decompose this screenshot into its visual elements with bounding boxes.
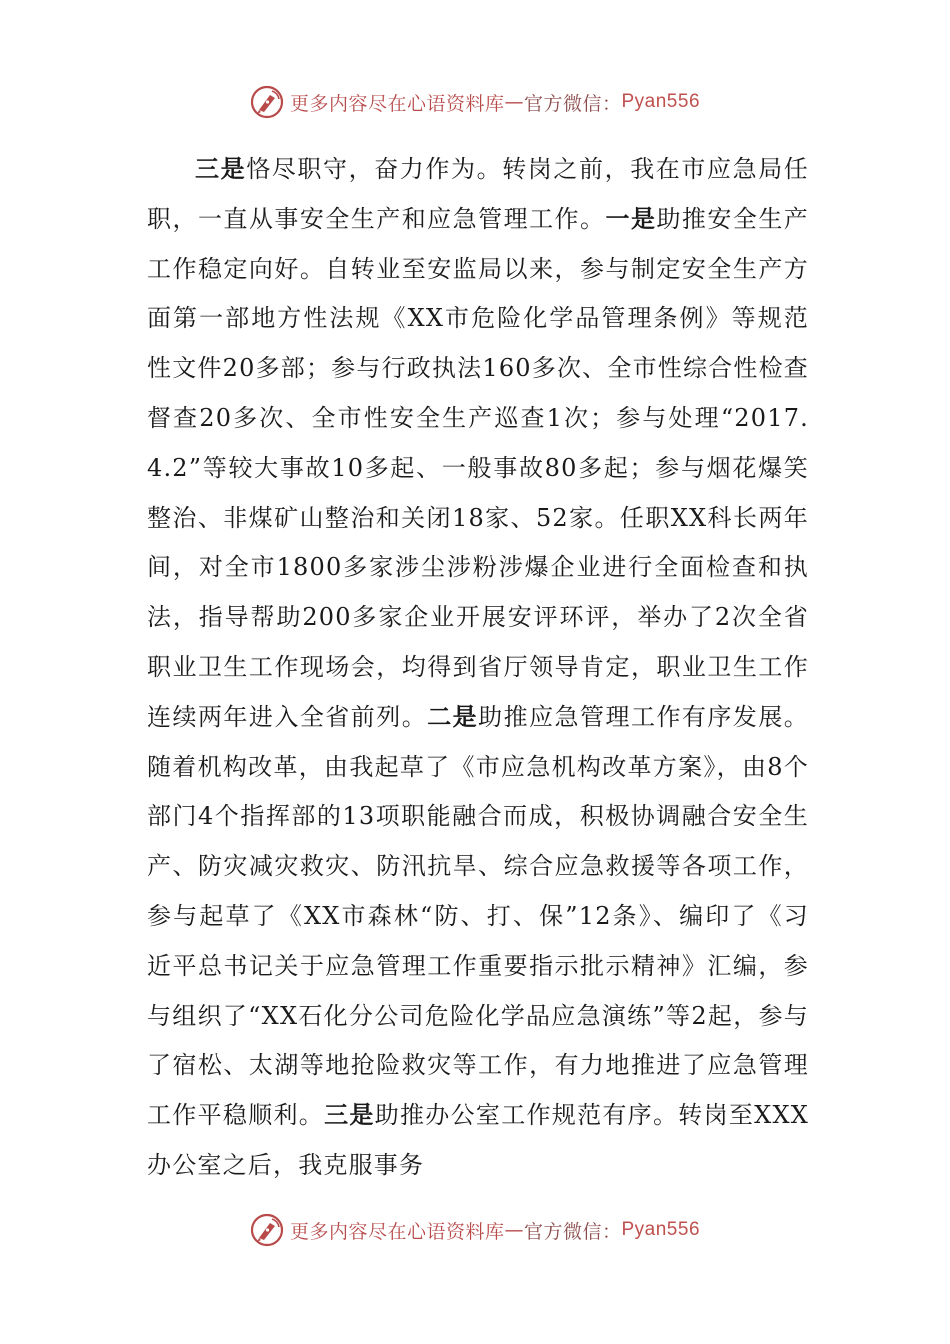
point-marker-three: 三是 — [195, 155, 247, 183]
body-text-intro: 恪尽职守，奋力作为。转岗之前，我在市应急局任职，一直从事安全生产和应急管理工作。 — [147, 155, 809, 233]
banner-wechat-id: Pyan556 — [621, 91, 701, 112]
body-text-safety-production: 助推安全生产工作稳定向好。自转业至安监局以来，参与制定安全生产方面第一部地方性法规《XX市危险化学品管理条例》等规范性文件20多部；参与行政执法160多次、全市性综合性检查督查20多次、全市性安全生产巡查1次；参与处理“2017.4.2”等较大事故10多起、一般事故80多起；参与烟花爆笑整治、非煤矿山整治和关闭18家、52家。任职XX科长两年间，对全市1800多家涉尘涉粉涉爆企业进行全面检查和执法，指导帮助200多家企业开展安评环评，举办了2次全省职业卫生工作现场会，均得到省厅领导肯定，职业卫生工作连续两年进入全省前列。 — [147, 204, 809, 731]
body-text-emergency-management: 助推应急管理工作有序发展。随着机构改革，由我起草了《市应急机构改革方案》，由8个部门4个指挥部的13项职能融合而成，积极协调融合安全生产、防灾减灾救灾、防汛抗旱、综合应急救援等各项工作，参与起草了《XX市森林“防、打、保”12条》、编印了《习近平总书记关于应急管理工作重要指示批示精神》汇编，参与组织了“XX石化分公司危险化学品应急演练”等2起，参与了宿松、太湖等地抢险救灾等工作，有力地推进了应急管理工作平稳顺利。 — [147, 702, 809, 1130]
footer-watermark-banner — [0, 1210, 950, 1250]
banner-wechat-label: 官方微信： — [523, 1220, 622, 1243]
banner-separator: — — [504, 91, 524, 113]
banner-library-text: 更多内容尽在心语资料库 — [289, 1220, 505, 1243]
body-text-office-work: 助推办公室工作规范有序。转岗至XXX办公室之后，我克服事务 — [147, 1101, 810, 1179]
pen-nib-logo-icon — [250, 85, 284, 119]
banner-library-text: 更多内容尽在心语资料库 — [289, 92, 505, 115]
body-paragraph — [147, 145, 809, 1191]
banner-wechat-id: Pyan556 — [621, 1219, 701, 1240]
point-marker-three-sub: 三是 — [324, 1101, 375, 1130]
point-marker-two: 二是 — [427, 702, 479, 731]
pen-nib-logo-icon — [250, 1213, 284, 1247]
point-marker-one: 一是 — [605, 204, 657, 233]
document-body — [147, 145, 809, 1191]
banner-separator: — — [504, 1219, 524, 1241]
banner-wechat-label: 官方微信： — [523, 92, 622, 115]
header-watermark-banner — [0, 82, 950, 122]
